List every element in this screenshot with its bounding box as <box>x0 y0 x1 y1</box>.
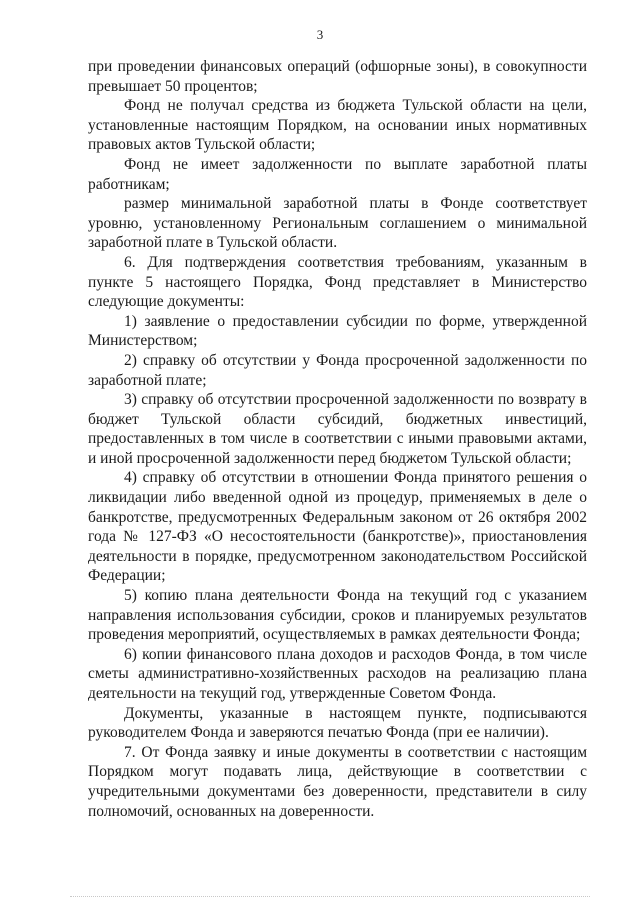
list-item-2: 2) справку об отсутствии у Фонда просроченной задолженности по заработной плате; <box>88 351 587 389</box>
list-item-3: 3) справку об отсутствии просроченной задолженности по возврату в бюджет Тульской области субсидий, бюджетных инвестиций, предоставленных в том числе в соответствии с иными правовыми актами, и иной просроченной задолженности перед бюджетом Тульской области; <box>88 391 587 467</box>
paragraph-minimum-wage: размер минимальной заработной платы в Фонде соответствует уровню, установленному Региональным соглашением о минимальной заработной плате в Тульской области. <box>88 195 587 252</box>
paragraph-no-budget-funds: Фонд не получал средства из бюджета Тульской области на цели, установленные настоящим Порядком, на основании иных нормативных правовых актов Тульской области; <box>88 97 587 154</box>
document-body <box>88 57 587 821</box>
paragraph-clause-6: 6. Для подтверждения соответствия требованиям, указанным в пункте 5 настоящего Порядка, Фонд представляет в Министерство следующие документы: <box>88 253 587 311</box>
scan-artifact-line <box>70 896 590 899</box>
paragraph-offshore-share: при проведении финансовых операций (офшорные зоны), в совокупности превышает 50 процентов; <box>88 58 587 95</box>
paragraph-documents-signing: Документы, указанные в настоящем пункте, подписываются руководителем Фонда и заверяются печатью Фонда (при ее наличии). <box>88 704 587 742</box>
list-item-4: 4) справку об отсутствии в отношении Фонда принятого решения о ликвидации либо введенной одной из процедур, применяемых в деле о банкротстве, предусмотренных Федеральным законом от 26 октября 2002 года № 127-ФЗ «О несостоятельности (банкротстве)», приостановления деятельности в порядке, предусмотренном законодательством Российской Федерации; <box>88 469 587 585</box>
list-item-6: 6) копии финансового плана доходов и расходов Фонда, в том числе сметы административно-хозяйственных расходов на реализацию плана деятельности на текущий год, утвержденные Советом Фонда. <box>88 645 587 702</box>
list-item-1: 1) заявление о предоставлении субсидии по форме, утвержденной Министерством; <box>88 312 587 350</box>
page-number: 3 <box>316 27 324 42</box>
paragraph-no-wage-debt: Фонд не имеет задолженности по выплате заработной платы работникам; <box>88 155 587 193</box>
list-item-5: 5) копию плана деятельности Фонда на текущий год с указанием направления использования субсидии, сроков и планируемых результатов проведения мероприятий, осуществляемых в рамках деятельности Фонда; <box>88 587 587 644</box>
paragraph-clause-7: 7. От Фонда заявку и иные документы в соответствии с настоящим Порядком могут подавать лица, действующие в соответствии с учредительными документами без доверенности, представители в силу полномочий, основанных на доверенности. <box>88 743 587 820</box>
